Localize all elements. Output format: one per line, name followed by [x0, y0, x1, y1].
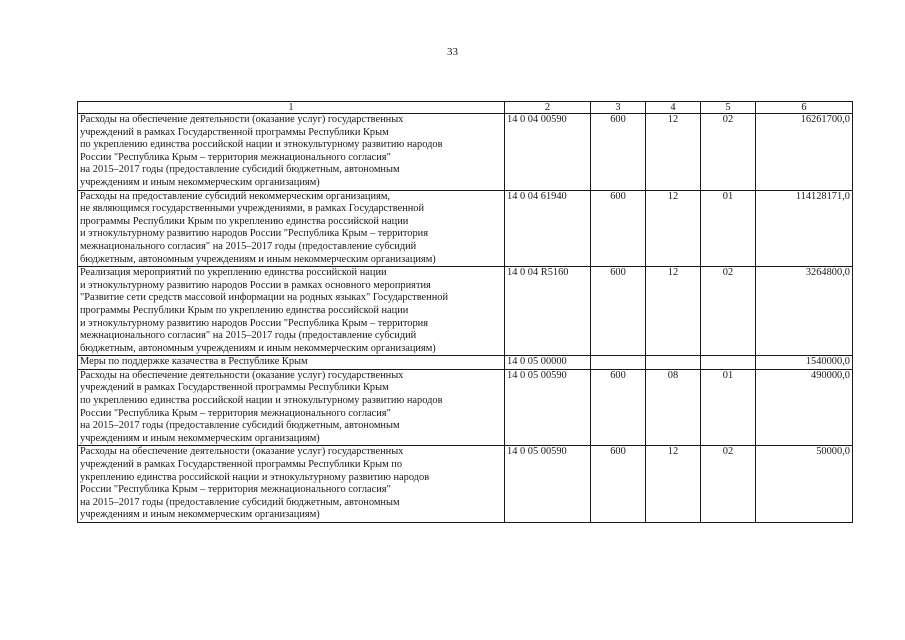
description-line: Расходы на обеспечение деятельности (оказание услуг) государственных [80, 446, 404, 458]
subsection-code: 01 [701, 369, 756, 446]
description-line: межнационального согласия" на 2015–2017 годы (предоставление субсидий [80, 330, 417, 342]
description-line: укреплению единства российской нации и этнокультурному развитию народов [80, 471, 430, 483]
target-article-code: 14 0 05 00590 [505, 369, 591, 446]
expense-type-code: 600 [591, 267, 646, 356]
target-article-code: 14 0 04 00590 [505, 114, 591, 191]
description-line: на 2015–2017 годы (предоставление субсидий бюджетным, автономным [80, 420, 400, 432]
description-line: межнационального согласия" на 2015–2017 годы (предоставление субсидий [80, 240, 417, 252]
description-line: Расходы на обеспечение деятельности (оказание услуг) государственных [80, 369, 404, 381]
description-line: учреждений в рамках Государственной программы Республики Крым [80, 126, 389, 138]
subsection-code: 02 [701, 267, 756, 356]
table-row [78, 446, 853, 523]
amount-value: 3264800,0 [756, 267, 853, 356]
expense-type-code: 600 [591, 190, 646, 267]
description-line: России "Республика Крым – территория межнационального согласия" [80, 484, 391, 496]
target-article-code: 14 0 05 00590 [505, 446, 591, 523]
description-line: учреждениям и иным некоммерческим организациям) [80, 176, 320, 188]
amount-value: 114128171,0 [756, 190, 853, 267]
amount-value: 1540000,0 [756, 356, 853, 370]
row-description [78, 267, 505, 356]
description-line: и этнокультурному развитию народов России "Республика Крым – территория [80, 228, 428, 240]
table-body [78, 114, 853, 523]
column-header-expense-type: 3 [591, 102, 646, 114]
row-description [78, 190, 505, 267]
subsection-code: 02 [701, 114, 756, 191]
description-line: Реализация мероприятий по укреплению единства российской нации [80, 267, 387, 279]
table-row [78, 356, 853, 370]
column-header-subsection: 5 [701, 102, 756, 114]
description-line: России "Республика Крым – территория межнационального согласия" [80, 407, 391, 419]
description-line: и этнокультурному развитию народов России в рамках основного мероприятия [80, 279, 431, 291]
subsection-code [701, 356, 756, 370]
expense-type-code: 600 [591, 446, 646, 523]
description-line: учреждениям и иным некоммерческим организациям) [80, 509, 320, 521]
expense-type-code [591, 356, 646, 370]
section-code: 12 [646, 267, 701, 356]
expense-type-code: 600 [591, 114, 646, 191]
section-code [646, 356, 701, 370]
description-line: на 2015–2017 годы (предоставление субсидий бюджетным, автономным [80, 164, 400, 176]
target-article-code: 14 0 05 00000 [505, 356, 591, 370]
description-line: учреждений в рамках Государственной программы Республики Крым [80, 382, 389, 394]
section-code: 12 [646, 190, 701, 267]
column-header-amount: 6 [756, 102, 853, 114]
description-line: бюджетным, автономным учреждениям и иным некоммерческим организациям) [80, 253, 436, 265]
description-line: учреждениям и иным некоммерческим организациям) [80, 432, 320, 444]
description-line: на 2015–2017 годы (предоставление субсидий бюджетным, автономным [80, 496, 400, 508]
amount-value: 16261700,0 [756, 114, 853, 191]
target-article-code: 14 0 04 61940 [505, 190, 591, 267]
subsection-code: 02 [701, 446, 756, 523]
section-code: 12 [646, 446, 701, 523]
row-description [78, 369, 505, 446]
budget-table [77, 101, 853, 523]
description-line: по укреплению единства российской нации и этнокультурному развитию народов [80, 395, 443, 407]
expense-type-code: 600 [591, 369, 646, 446]
description-line: Меры по поддержке казачества в Республике Крым [80, 356, 308, 368]
row-description [78, 114, 505, 191]
description-line: программы Республики Крым по укреплению единства российской нации [80, 304, 409, 316]
description-line: "Развитие сети средств массовой информации на родных языках" Государственной [80, 292, 449, 304]
description-line: Расходы на предоставление субсидий некоммерческим организациям, [80, 190, 391, 202]
section-code: 12 [646, 114, 701, 191]
description-line: не являющимся государственными учреждениями, в рамках Государственной [80, 203, 425, 215]
table-header-row [78, 102, 853, 114]
description-line: России "Республика Крым – территория межнационального согласия" [80, 151, 391, 163]
description-line: по укреплению единства российской нации и этнокультурному развитию народов [80, 139, 443, 151]
amount-value: 490000,0 [756, 369, 853, 446]
target-article-code: 14 0 04 R5160 [505, 267, 591, 356]
table-row [78, 190, 853, 267]
subsection-code: 01 [701, 190, 756, 267]
section-code: 08 [646, 369, 701, 446]
table-row [78, 369, 853, 446]
description-line: Расходы на обеспечение деятельности (оказание услуг) государственных [80, 114, 404, 125]
column-header-name: 1 [78, 102, 505, 114]
description-line: бюджетным, автономным учреждениям и иным некоммерческим организациям) [80, 342, 436, 354]
row-description [78, 356, 505, 370]
amount-value: 50000,0 [756, 446, 853, 523]
table-row [78, 267, 853, 356]
description-line: и этнокультурному развитию народов России "Республика Крым – территория [80, 317, 428, 329]
table-row [78, 114, 853, 191]
description-line: учреждений в рамках Государственной программы Республики Крым по [80, 459, 403, 471]
description-line: программы Республики Крым по укреплению единства российской нации [80, 215, 409, 227]
column-header-section: 4 [646, 102, 701, 114]
column-header-target-article: 2 [505, 102, 591, 114]
page-number: 33 [447, 46, 458, 58]
row-description [78, 446, 505, 523]
